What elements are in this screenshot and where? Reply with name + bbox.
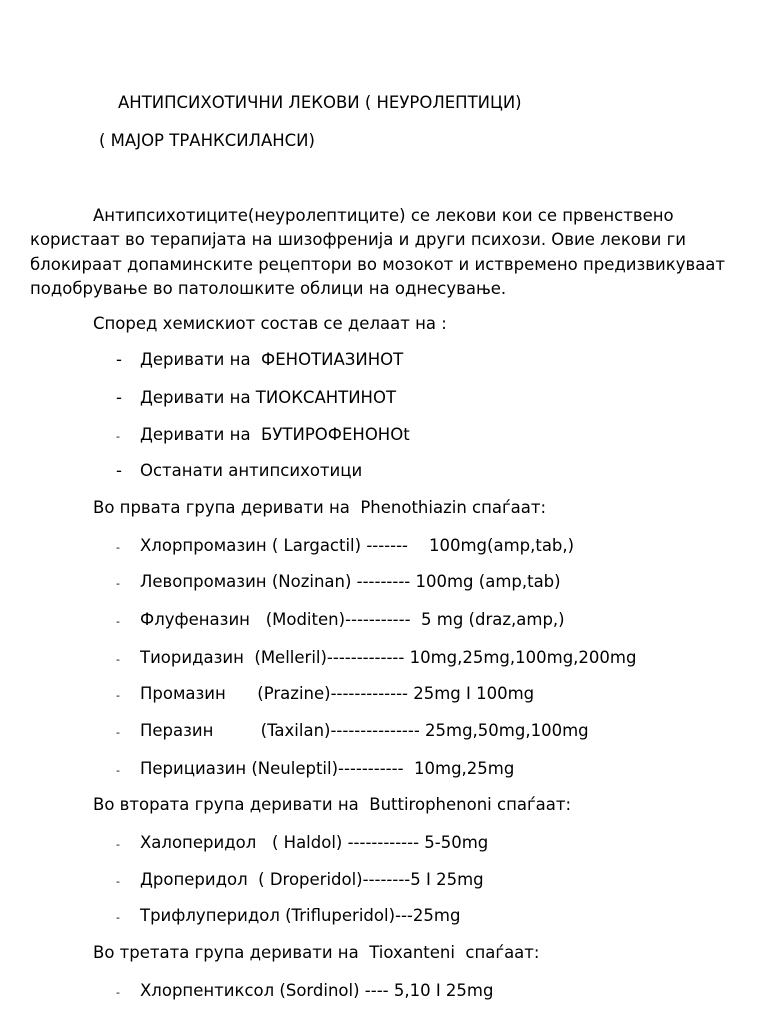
drug-item-text: Перазин (Taxilan)--------------- 25mg,50mg,100mg <box>140 721 589 740</box>
class-item-text: Останати антипсихотици <box>140 461 363 480</box>
drug-item-text: Трифлуперидол (Trifluperidol)---25mg <box>140 906 461 925</box>
group2-heading: Во втората група деривати на Buttirophenoni спаѓаат: <box>93 795 572 814</box>
bullet: - <box>116 689 120 702</box>
drug-item <box>116 870 484 889</box>
drug-item-text: Перициазин (Neuleptil)----------- 10mg,25mg <box>140 759 515 778</box>
bullet: - <box>116 615 120 628</box>
group3-heading: Во третата група деривати на Tioxanteni спаѓаат: <box>93 943 540 962</box>
drug-item <box>116 833 488 852</box>
drug-item-text: Дроперидол ( Droperidol)--------5 I 25mg <box>140 870 484 889</box>
drug-item-text: Левопромазин (Nozinan) --------- 100mg (amp,tab) <box>140 572 561 591</box>
group1-heading: Во првата група деривати на Phenothiazin спаѓаат: <box>93 498 547 517</box>
drug-item <box>116 648 636 667</box>
drug-item <box>116 981 493 1000</box>
bullet: - <box>116 726 120 739</box>
bullet: - <box>116 577 120 590</box>
class-item <box>116 350 403 369</box>
bullet: - <box>116 541 120 554</box>
bullet: - <box>116 911 120 924</box>
bullet: - <box>116 838 120 851</box>
class-item <box>116 425 410 444</box>
drug-item <box>116 684 534 703</box>
drug-item-text: Промазин (Prazine)------------- 25mg I 100mg <box>140 684 535 703</box>
title-line-2: ( МАЈОР ТРАНКСИЛАНСИ) <box>99 131 315 150</box>
class-item <box>116 388 396 407</box>
drug-item-text: Хлорпромазин ( Largactil) ------- 100mg(amp,tab,) <box>140 536 575 555</box>
intro-paragraph: Антипсихотиците(неуролептиците) се лекови кои се првенствено користаат во терапијата на шизофренија и други психози. Овие лекови ги блокираат допаминските рецептори во мозокот и иствремено предизвикуваат подобрување во патолошките облици на однесување. <box>30 206 726 298</box>
class-item-text: Деривати на БУТИРОФЕНОНОt <box>140 425 410 444</box>
bullet: - <box>116 986 120 999</box>
bullet: - <box>116 653 120 666</box>
drug-item <box>116 759 514 778</box>
bullet: - <box>116 461 122 480</box>
drug-item <box>116 536 574 555</box>
bullet: - <box>116 875 120 888</box>
drug-item <box>116 906 460 925</box>
bullet: - <box>116 388 122 407</box>
classification-intro: Според хемискиот состав се делаат на : <box>93 314 447 333</box>
drug-item <box>116 610 565 629</box>
drug-item <box>116 721 589 740</box>
drug-item-text: Тиоридазин (Melleril)------------- 10mg,25mg,100mg,200mg <box>140 648 637 667</box>
bullet: - <box>116 350 122 369</box>
drug-item-text: Халоперидол ( Haldol) ------------ 5-50mg <box>140 833 489 852</box>
bullet: - <box>116 764 120 777</box>
bullet: - <box>116 430 120 443</box>
title-line-1: АНТИПСИХОТИЧНИ ЛЕКОВИ ( НЕУРОЛЕПТИЦИ) <box>118 93 522 112</box>
class-item-text: Деривати на ТИОКСАНТИНОТ <box>140 388 397 407</box>
drug-item-text: Хлорпентиксол (Sordinol) ---- 5,10 I 25mg <box>140 981 494 1000</box>
class-item-text: Деривати на ФЕНОТИАЗИНОТ <box>140 350 404 369</box>
class-item <box>116 461 362 480</box>
drug-item-text: Флуфеназин (Moditen)----------- 5 mg (draz,amp,) <box>140 610 565 629</box>
drug-item <box>116 572 561 591</box>
